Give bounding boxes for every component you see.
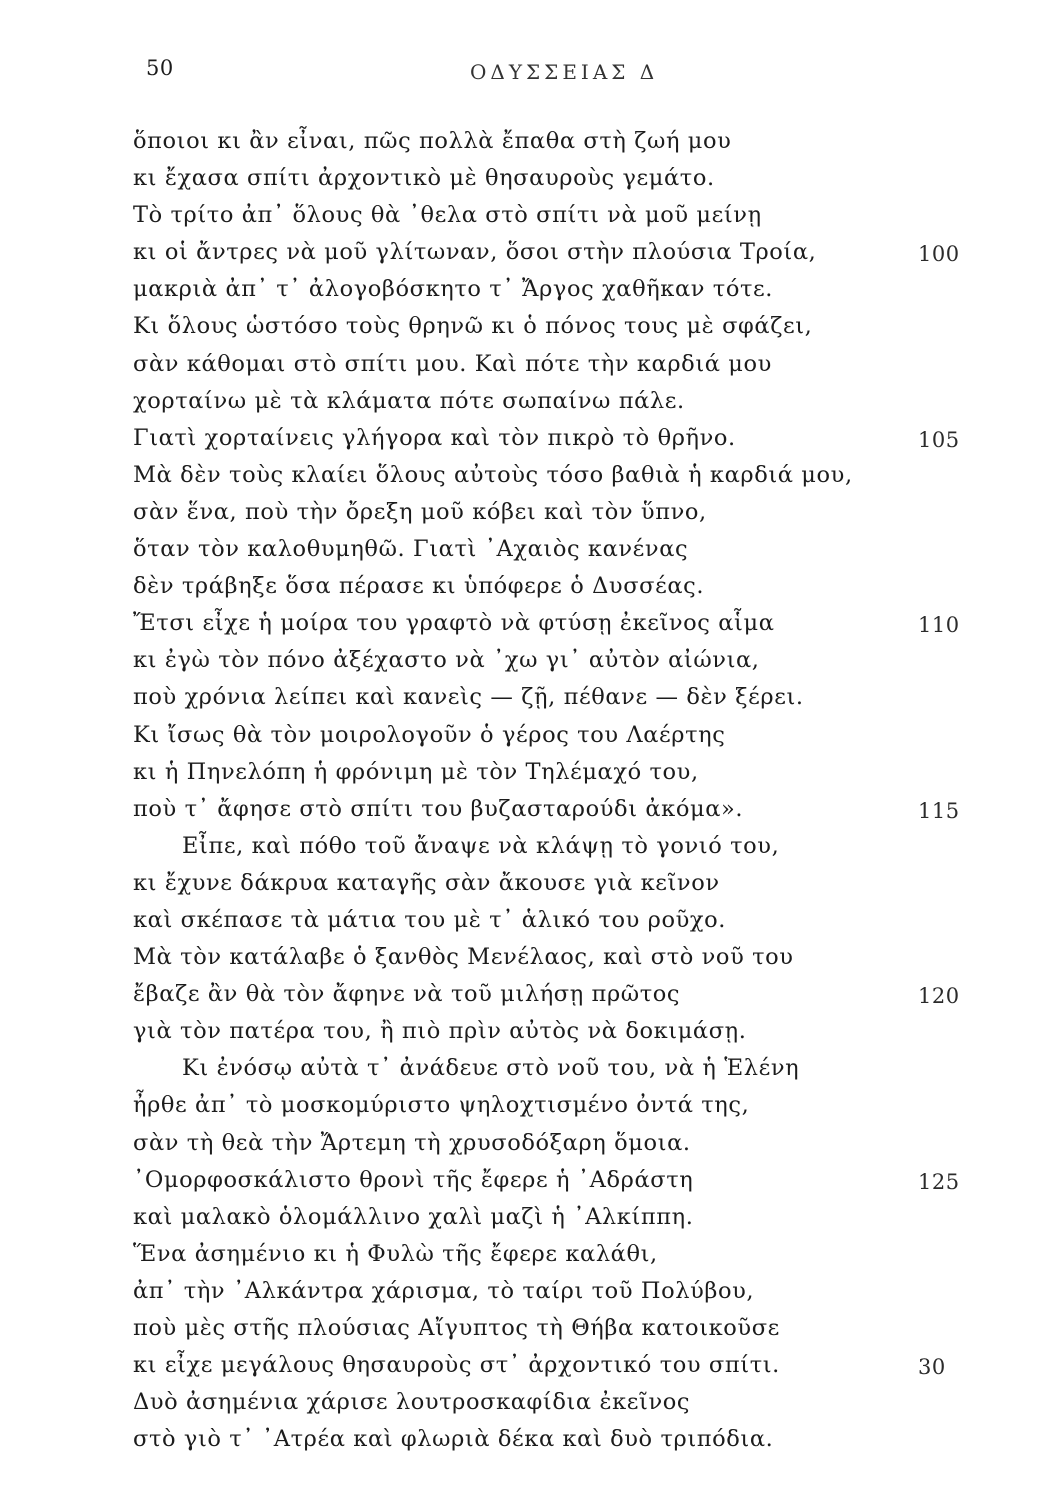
verse-text: σὰν τὴ θεὰ τὴν Ἄρτεμη τὴ χρυσοδόξαρη ὅμοια.: [133, 1129, 691, 1156]
verse-line: [0, 905, 1062, 942]
verse-text: Εἶπε, καὶ πόθο τοῦ ἄναψε νὰ κλάψῃ τὸ γονιό του,: [182, 832, 780, 859]
line-number: 110: [918, 613, 960, 638]
verse-line: [0, 311, 1062, 348]
verse-line: [0, 571, 1062, 608]
verse-line: [0, 497, 1062, 534]
verse-line: [0, 126, 1062, 163]
verse-text: καὶ σκέπασε τὰ μάτια του μὲ τ᾿ ἁλικό του ροῦχο.: [133, 906, 727, 933]
line-number: 100: [918, 242, 960, 267]
verse-text: σὰν ἕνα, ποὺ τὴν ὄρεξη μοῦ κόβει καὶ τὸν ὕπνο,: [133, 498, 707, 525]
verse-text: κι ἔχασα σπίτι ἀρχοντικὸ μὲ θησαυροὺς γεμάτο.: [133, 165, 715, 192]
verse-text: Κι ἐνόσῳ αὐτὰ τ᾿ ἀνάδευε στὸ νοῦ του, νὰ ἡ Ἑλένη: [182, 1055, 800, 1082]
verse-line: [0, 200, 1062, 237]
verse-line: [0, 757, 1062, 794]
verse-line: [0, 1053, 1062, 1090]
verse-text: κι ἡ Πηνελόπη ἡ φρόνιμη μὲ τὸν Τηλέμαχό του,: [133, 758, 699, 785]
verse-text: στὸ γιὸ τ᾿ ᾽Ατρέα καὶ φλωριὰ δέκα καὶ δυὸ τριπόδια.: [133, 1426, 774, 1453]
verse-text: Ἕνα ἀσημένιο κι ἡ Φυλὼ τῆς ἔφερε καλάθι,: [133, 1240, 658, 1267]
verse-line: [0, 645, 1062, 682]
verse-text: ἦρθε ἀπ᾿ τὸ μοσκομύριστο ψηλοχτισμένο ὀντά της,: [133, 1092, 750, 1119]
verse-line: [0, 794, 1062, 831]
verse-line: [0, 942, 1062, 979]
verse-line: [0, 274, 1062, 311]
verse-line: [0, 1350, 1062, 1387]
verse-text: κι οἱ ἄντρες νὰ μοῦ γλίτωναν, ὅσοι στὴν πλούσια Τροία,: [133, 239, 817, 266]
verse-line: [0, 831, 1062, 868]
verse-text: Δυὸ ἀσημένια χάρισε λουτροσκαφίδια ἐκεῖνος: [133, 1389, 691, 1416]
verse-line: [0, 349, 1062, 386]
verse-line: [0, 1387, 1062, 1424]
verse-line: [0, 1090, 1062, 1127]
verse-line: [0, 237, 1062, 274]
verse-block: [0, 126, 1062, 1461]
verse-line: [0, 1424, 1062, 1461]
verse-line: [0, 460, 1062, 497]
verse-line: [0, 1165, 1062, 1202]
verse-text: καὶ μαλακὸ ὁλομάλλινο χαλὶ μαζὶ ἡ ᾽Αλκίππη.: [133, 1203, 694, 1230]
verse-text: ᾽Ομορφοσκάλιστο θρονὶ τῆς ἔφερε ἡ ᾽Αδράστη: [133, 1166, 694, 1193]
verse-line: [0, 979, 1062, 1016]
line-number: 120: [918, 984, 960, 1009]
line-number: 105: [918, 427, 960, 452]
verse-line: [0, 868, 1062, 905]
verse-text: ποὺ τ᾿ ἄφησε στὸ σπίτι του βυζασταρούδι ἀκόμα».: [133, 795, 744, 822]
verse-line: [0, 720, 1062, 757]
verse-text: ποὺ μὲς στῆς πλούσιας Αἴγυπτος τὴ Θήβα κατοικοῦσε: [133, 1315, 780, 1341]
verse-line: [0, 1276, 1062, 1313]
verse-line: [0, 423, 1062, 460]
line-number: 115: [918, 798, 960, 823]
verse-text: Ἔτσι εἶχε ἡ μοίρα του γραφτὸ νὰ φτύσῃ ἐκεῖνος αἷμα: [133, 610, 775, 637]
verse-text: δὲν τράβηξε ὅσα πέρασε κι ὑπόφερε ὁ Δυσσέας.: [133, 573, 705, 600]
running-head: ΟΔΥΣΣΕΙΑΣ Δ: [470, 60, 659, 84]
verse-text: ἔβαζε ἂν θὰ τὸν ἄφηνε νὰ τοῦ μιλήσῃ πρῶτος: [133, 981, 681, 1008]
verse-line: [0, 534, 1062, 571]
verse-text: Τὸ τρίτο ἀπ᾿ ὅλους θὰ ᾽θελα στὸ σπίτι νὰ μοῦ μείνῃ: [133, 202, 762, 229]
verse-line: [0, 1239, 1062, 1276]
verse-line: [0, 1016, 1062, 1053]
verse-text: χορταίνω μὲ τὰ κλάματα πότε σωπαίνω πάλε.: [133, 387, 685, 414]
verse-text: Κι ἴσως θὰ τὸν μοιρολογοῦν ὁ γέρος του Λαέρτης: [133, 721, 726, 748]
verse-text: κι ἐγὼ τὸν πόνο ἀξέχαστο νὰ ᾽χω γι᾿ αὐτὸν αἰώνια,: [133, 647, 760, 674]
verse-line: [0, 1202, 1062, 1239]
verse-text: μακριὰ ἀπ᾿ τ᾿ ἀλογοβόσκητο τ᾿ Ἄργος χαθῆκαν τότε.: [133, 276, 774, 303]
verse-line: [0, 1313, 1062, 1350]
verse-line: [0, 682, 1062, 719]
verse-text: Μὰ δὲν τοὺς κλαίει ὅλους αὐτοὺς τόσο βαθιὰ ἡ καρδιά μου,: [133, 461, 853, 488]
verse-text: κι εἶχε μεγάλους θησαυροὺς στ᾿ ἀρχοντικό του σπίτι.: [133, 1352, 780, 1379]
verse-text: Κι ὅλους ὡστόσο τοὺς θρηνῶ κι ὁ πόνος τους μὲ σφάζει,: [133, 313, 813, 340]
verse-text: ὅποιοι κι ἂν εἶναι, πῶς πολλὰ ἔπαθα στὴ ζωή μου: [133, 128, 732, 154]
verse-text: ἀπ᾿ τὴν ᾽Αλκάντρα χάρισμα, τὸ ταίρι τοῦ Πολύβου,: [133, 1277, 755, 1304]
verse-line: [0, 1128, 1062, 1165]
verse-text: σὰν κάθομαι στὸ σπίτι μου. Καὶ πότε τὴν καρδιά μου: [133, 350, 772, 377]
verse-text: γιὰ τὸν πατέρα του, ἢ πιὸ πρὶν αὐτὸς νὰ δοκιμάσῃ.: [133, 1018, 747, 1045]
page-number: 50: [146, 56, 174, 80]
verse-line: [0, 163, 1062, 200]
verse-text: ὅταν τὸν καλοθυμηθῶ. Γιατὶ ᾽Αχαιὸς κανένας: [133, 536, 689, 563]
verse-line: [0, 608, 1062, 645]
verse-text: ποὺ χρόνια λείπει καὶ κανεὶς — ζῇ, πέθανε — δὲν ξέρει.: [133, 684, 804, 711]
line-number: 30: [918, 1355, 946, 1380]
line-number: 125: [918, 1169, 960, 1194]
verse-line: [0, 386, 1062, 423]
verse-text: κι ἔχυνε δάκρυα καταγῆς σὰν ἄκουσε γιὰ κεῖνον: [133, 869, 720, 896]
verse-text: Γιατὶ χορταίνεις γλήγορα καὶ τὸν πικρὸ τὸ θρῆνο.: [133, 424, 736, 451]
verse-text: Μὰ τὸν κατάλαβε ὁ ξανθὸς Μενέλαος, καὶ στὸ νοῦ του: [133, 944, 794, 971]
